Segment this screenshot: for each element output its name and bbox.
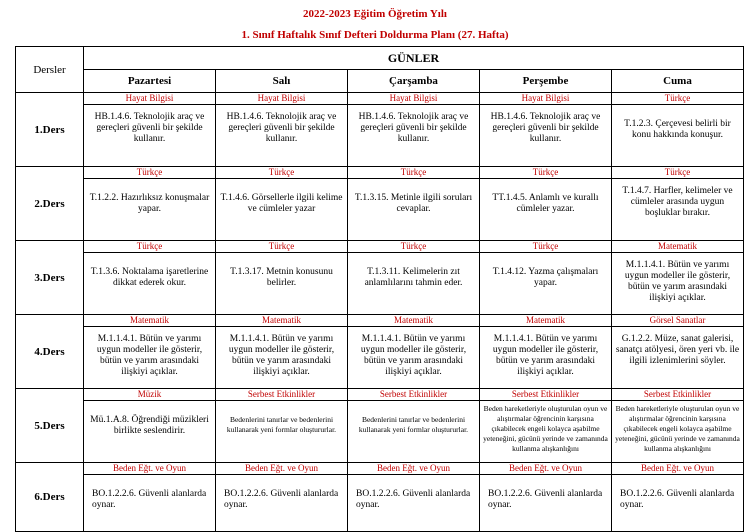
objective-text: BO.1.2.2.6. Güvenli alanlarda oynar. (224, 489, 339, 510)
table-row (16, 315, 744, 389)
plan-cell (216, 315, 348, 389)
subject-label: Serbest Etkinlikler (612, 389, 743, 401)
subject-label: Serbest Etkinlikler (348, 389, 479, 401)
objective-text: M.1.1.4.1. Bütün ve yarımı uygun modeller ile gösterir, bütün ve yarım arasındaki ilişkiyi açıklar. (228, 334, 335, 377)
subject-label: Türkçe (480, 167, 611, 179)
objective-text: M.1.1.4.1. Bütün ve yarımı uygun modeller ile gösterir, bütün ve yarım arasındaki ilişkiyi açıklar. (624, 260, 731, 303)
subject-label: Hayat Bilgisi (216, 93, 347, 105)
objective-text: BO.1.2.2.6. Güvenli alanlarda oynar. (620, 489, 735, 510)
plan-cell (348, 315, 480, 389)
plan-cell (84, 389, 216, 463)
subject-label: Türkçe (612, 167, 743, 179)
objective-text: HB.1.4.6. Teknolojik araç ve gereçleri güvenli bir şekilde kullanır. (490, 112, 601, 144)
day-header-tuesday: Salı (216, 70, 348, 93)
subject-label: Müzik (84, 389, 215, 401)
plan-cell (84, 241, 216, 315)
plan-cell (216, 463, 348, 532)
subject-label: Matematik (348, 315, 479, 327)
objective-text: T.1.2.3. Çerçevesi belirli bir konu hakkında konuşur. (624, 119, 731, 140)
objective-text: TT.1.4.5. Anlamlı ve kurallı cümleler yazar. (492, 193, 599, 214)
lesson-label: 4.Ders (16, 315, 84, 389)
plan-cell (216, 167, 348, 241)
plan-cell (612, 315, 744, 389)
plan-cell (216, 241, 348, 315)
day-header-monday: Pazartesi (84, 70, 216, 93)
day-header-wednesday: Çarşamba (348, 70, 480, 93)
plan-cell (216, 93, 348, 167)
table-row (16, 93, 744, 167)
plan-cell (480, 463, 612, 532)
subject-label: Hayat Bilgisi (348, 93, 479, 105)
plan-cell (348, 167, 480, 241)
plan-cell (480, 389, 612, 463)
objective-text: T.1.3.15. Metinle ilgili soruları cevaplar. (354, 193, 473, 214)
lesson-label: 5.Ders (16, 389, 84, 463)
subject-label: Matematik (84, 315, 215, 327)
objective-text: BO.1.2.2.6. Güvenli alanlarda oynar. (92, 489, 207, 510)
objective-text: M.1.1.4.1. Bütün ve yarımı uygun modeller ile gösterir, bütün ve yarım arasındaki ilişkiyi açıklar. (96, 334, 203, 377)
subject-label: Türkçe (84, 241, 215, 253)
subject-label: Beden Eğt. ve Oyun (216, 463, 347, 475)
objective-text: T.1.3.11. Kelimelerin zıt anlamlılarını tahmin eder. (364, 267, 463, 288)
subject-label: Matematik (612, 241, 743, 253)
plan-cell (480, 93, 612, 167)
objective-text: BO.1.2.2.6. Güvenli alanlarda oynar. (356, 489, 471, 510)
subject-label: Serbest Etkinlikler (216, 389, 347, 401)
table-row (16, 167, 744, 241)
plan-cell (348, 93, 480, 167)
subject-label: Türkçe (216, 241, 347, 253)
objective-text: T.1.4.6. Görsellerle ilgili kelime ve cümleler yazar (220, 193, 343, 214)
plan-cell (612, 463, 744, 532)
document-subtitle: 1. Sınıf Haftalık Sınıf Defteri Doldurma Planı (27. Hafta) (241, 29, 509, 41)
table-row (16, 463, 744, 532)
subject-label: Hayat Bilgisi (84, 93, 215, 105)
subject-label: Türkçe (216, 167, 347, 179)
objective-text: HB.1.4.6. Teknolojik araç ve gereçleri güvenli bir şekilde kullanır. (358, 112, 469, 144)
objective-text: HB.1.4.6. Teknolojik araç ve gereçleri güvenli bir şekilde kullanır. (226, 112, 337, 144)
subject-label: Görsel Sanatlar (612, 315, 743, 327)
weekly-plan-table (15, 46, 744, 532)
objective-text: T.1.3.6. Noktalama işaretlerine dikkat ederek okur. (90, 267, 209, 288)
plan-cell (612, 93, 744, 167)
subject-label: Türkçe (84, 167, 215, 179)
lesson-label: 6.Ders (16, 463, 84, 532)
objective-text: T.1.4.12. Yazma çalışmaları yapar. (492, 267, 599, 288)
plan-cell (612, 241, 744, 315)
objective-text: T.1.2.2. Hazırlıksız konuşmalar yapar. (89, 193, 210, 214)
lessons-header: Dersler (16, 47, 84, 93)
subject-label: Hayat Bilgisi (480, 93, 611, 105)
objective-text: T.1.3.17. Metnin konusunu belirler. (230, 267, 333, 288)
subject-label: Beden Eğt. ve Oyun (480, 463, 611, 475)
plan-cell (480, 315, 612, 389)
objective-text: M.1.1.4.1. Bütün ve yarımı uygun modeller ile gösterir, bütün ve yarım arasındaki ilişkiyi açıklar. (492, 334, 599, 377)
days-group-header: GÜNLER (84, 47, 744, 70)
subject-label: Türkçe (348, 167, 479, 179)
plan-cell (480, 241, 612, 315)
plan-cell (84, 167, 216, 241)
objective-text: Bedenlerini tanırlar ve bedenlerini kullanarak yeni formlar oluştururlar. (358, 415, 469, 434)
subject-label: Beden Eğt. ve Oyun (348, 463, 479, 475)
plan-cell (612, 167, 744, 241)
plan-cell (84, 463, 216, 532)
objective-text: BO.1.2.2.6. Güvenli alanlarda oynar. (488, 489, 603, 510)
table-row (16, 241, 744, 315)
lesson-label: 2.Ders (16, 167, 84, 241)
day-header-thursday: Perşembe (480, 70, 612, 93)
plan-cell (612, 389, 744, 463)
subject-label: Serbest Etkinlikler (480, 389, 611, 401)
subject-label: Türkçe (612, 93, 743, 105)
objective-text: Mü.1.A.8. Öğrendiği müzikleri birlikte seslendirir. (90, 415, 209, 436)
subject-label: Türkçe (480, 241, 611, 253)
plan-cell (348, 241, 480, 315)
plan-cell (216, 389, 348, 463)
plan-cell (84, 315, 216, 389)
objective-text: G.1.2.2. Müze, sanat galerisi, sanatçı atölyesi, ören yeri vb. ile ilgili izlenimlerini söyler. (615, 334, 740, 366)
objective-text: Bedenlerini tanırlar ve bedenlerini kullanarak yeni formlar oluştururlar. (226, 415, 337, 434)
objective-text: Beden hareketleriyle oluşturulan oyun ve alıştırmalar öğrencinin karşısına çıkabilecek engeli kolayca aşabilme yeteneğini, gücünü yerinde ve zamanında kullanma alışkanlığını (615, 404, 740, 453)
day-header-friday: Cuma (612, 70, 744, 93)
subject-label: Beden Eğt. ve Oyun (84, 463, 215, 475)
objective-text: Beden hareketleriyle oluşturulan oyun ve alıştırmalar öğrencinin karşısına çıkabilecek engeli kolayca aşabilme yeteneğini, gücünü yerinde ve zamanında kullanma alışkanlığını (483, 404, 608, 453)
plan-cell (84, 93, 216, 167)
subject-label: Beden Eğt. ve Oyun (612, 463, 743, 475)
objective-text: M.1.1.4.1. Bütün ve yarımı uygun modeller ile gösterir, bütün ve yarım arasındaki ilişkiyi açıklar. (360, 334, 467, 377)
objective-text: T.1.4.7. Harfler, kelimeler ve cümleler arasında uygun boşluklar bırakır. (622, 186, 733, 218)
plan-cell (480, 167, 612, 241)
subject-label: Türkçe (348, 241, 479, 253)
table-row (16, 389, 744, 463)
subject-label: Matematik (216, 315, 347, 327)
plan-cell (348, 389, 480, 463)
objective-text: HB.1.4.6. Teknolojik araç ve gereçleri güvenli bir şekilde kullanır. (94, 112, 205, 144)
lesson-label: 3.Ders (16, 241, 84, 315)
plan-cell (348, 463, 480, 532)
subject-label: Matematik (480, 315, 611, 327)
document-title: 2022-2023 Eğitim Öğretim Yılı (303, 8, 447, 20)
lesson-label: 1.Ders (16, 93, 84, 167)
